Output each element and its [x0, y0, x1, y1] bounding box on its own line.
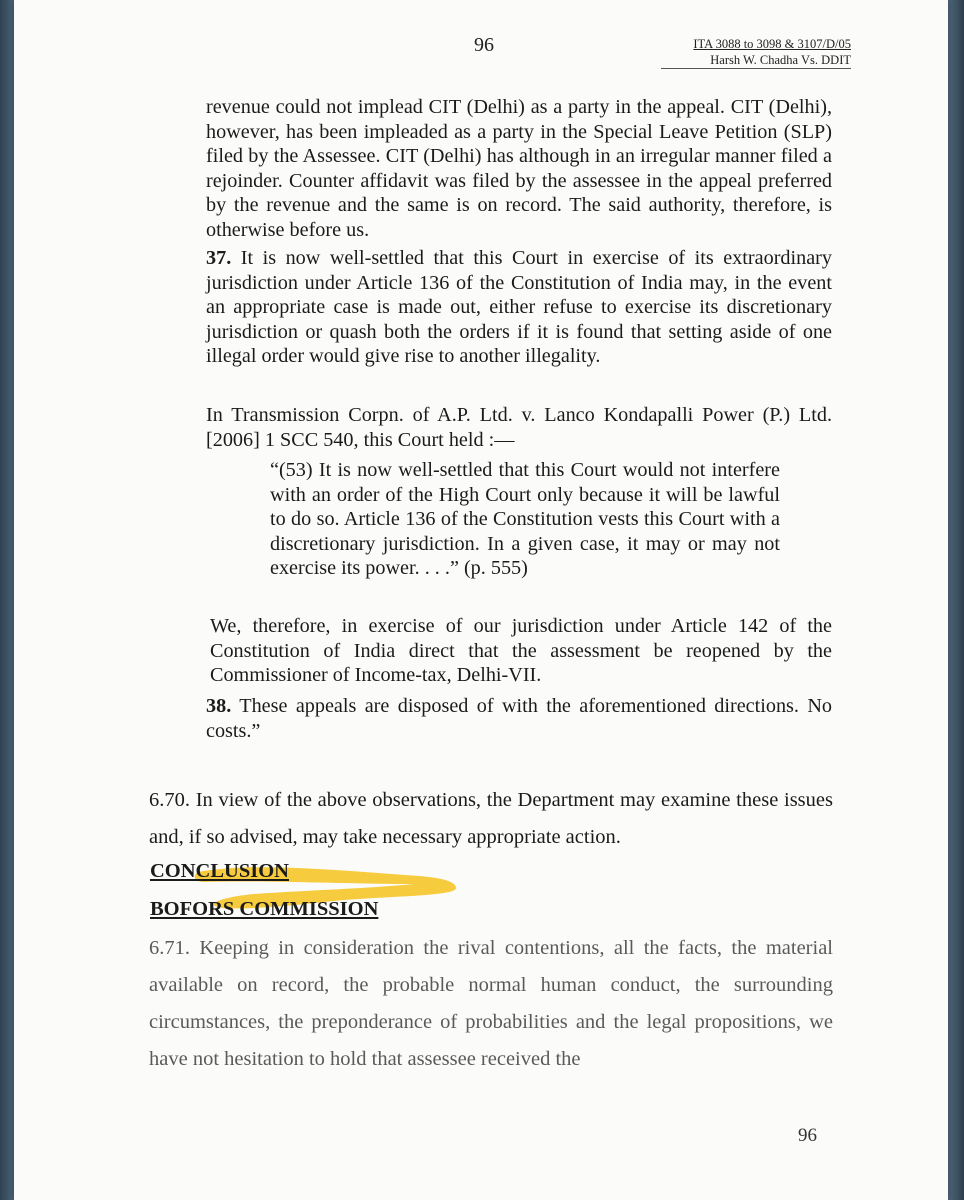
quoted-paragraph-37	[206, 246, 832, 369]
case-ref-line1: ITA 3088 to 3098 & 3107/D/05	[693, 37, 851, 51]
quoted-paragraph-38	[206, 694, 832, 743]
header-page-number: 96	[474, 34, 494, 56]
paragraph-6-70: 6.70. In view of the above observations, the Department may examine these issues and, if so advised, may take necessary appropriate action.	[149, 789, 833, 848]
viewer-frame-right	[948, 0, 964, 1200]
heading-bofors-commission: BOFORS COMMISSION	[150, 898, 379, 920]
quoted-paragraph-intro: revenue could not implead CIT (Delhi) as a party in the appeal. CIT (Delhi), however, has been impleaded as a party in the Special Leave Petition (SLP) filed by the Assessee. CIT (Delhi) has although in an irregular manner filed a rejoinder. Counter affidavit was filed by the assessee in the appeal preferred by the revenue and the same is on record. The said authority, therefore, is otherwise before us.	[206, 96, 832, 241]
header-case-reference	[661, 36, 851, 69]
inner-quote-53: “(53) It is now well-settled that this Court would not interfere with an order of the High Court only because it will be lawful to do so. Article 136 of the Constitution vests this Court with a discretionary jurisdiction. In a given case, it may or may not exercise its power. . . .” (p. 555)	[270, 459, 780, 579]
quoted-paragraph-transmission: In Transmission Corpn. of A.P. Ltd. v. Lanco Kondapalli Power (P.) Ltd. [2006] 1 SCC 540, this Court held :—	[206, 404, 832, 451]
quoted-paragraph-article-142: We, therefore, in exercise of our jurisdiction under Article 142 of the Constitution of India direct that the assessment be reopened by the Commissioner of Income-tax, Delhi-VII.	[210, 615, 832, 686]
paragraph-6-71: 6.71. Keeping in consideration the rival contentions, all the facts, the material available on record, the probable normal human conduct, the surrounding circumstances, the preponderance of probabilities and the legal propositions, we have not hesitation to hold that assessee received the	[149, 937, 833, 1070]
para-37-text: It is now well-settled that this Court in exercise of its extraordinary jurisdiction under Article 136 of the Constitution of India may, in the event an appropriate case is made out, either refuse to exercise its discretionary jurisdiction or quash both the orders if it is found that setting aside of one illegal order would give rise to another illegality.	[206, 247, 832, 367]
para-37-number: 37.	[206, 247, 232, 269]
para-38-text: These appeals are disposed of with the aforementioned directions. No costs.”	[206, 695, 832, 742]
viewer-frame-left	[0, 0, 14, 1200]
heading-conclusion: CONCLUSION	[150, 860, 289, 882]
para-38-number: 38.	[206, 695, 232, 717]
footer-page-number: 96	[798, 1125, 817, 1146]
case-ref-line2: Harsh W. Chadha Vs. DDIT	[661, 52, 851, 69]
document-page	[14, 0, 948, 1200]
